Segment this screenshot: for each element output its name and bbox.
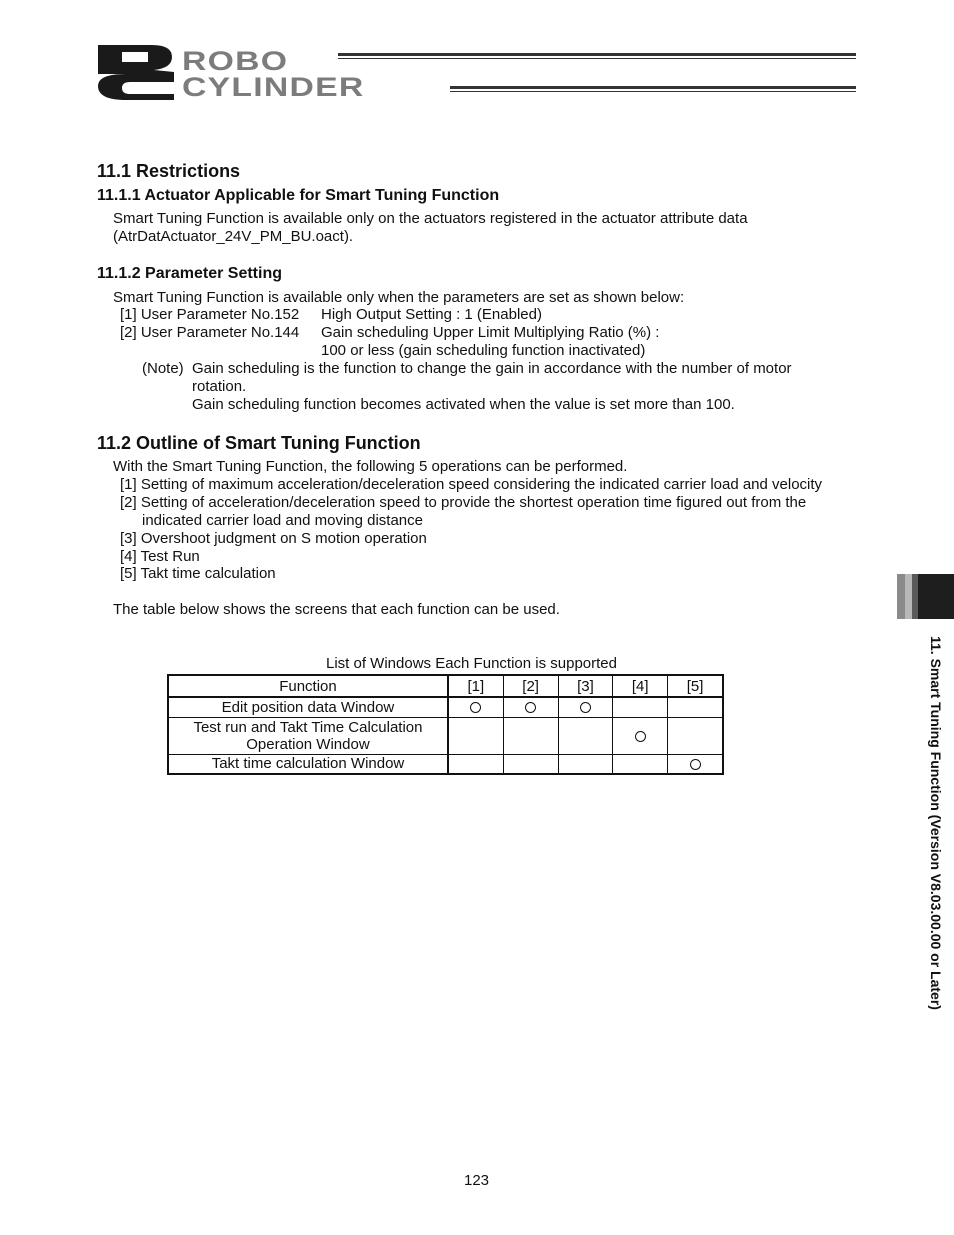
section-11-1-2-intro: Smart Tuning Function is available only when the parameters are set as shown below: [113, 289, 685, 306]
cell-r3-c3 [558, 754, 613, 774]
table-caption: List of Windows Each Function is supported [326, 655, 617, 672]
supported-mark-icon [470, 702, 481, 713]
cell-r3-c4 [613, 754, 668, 774]
section-11-2-intro: With the Smart Tuning Function, the following 5 operations can be performed. [113, 458, 628, 475]
row-test-run-label [168, 717, 448, 754]
header-rule-top-thick [338, 53, 856, 56]
header-op-2: [2] [503, 675, 558, 697]
header-rule-bottom-thin [450, 91, 856, 92]
param-1-value: High Output Setting : 1 (Enabled) [321, 306, 542, 323]
row-takt-time-label: Takt time calculation Window [168, 754, 448, 774]
param-2-name: [2] User Parameter No.144 [120, 324, 300, 341]
header-op-5: [5] [668, 675, 723, 697]
robo-cylinder-logo [96, 42, 856, 102]
cell-r2-c1 [448, 717, 503, 754]
cell-r3-c5 [668, 754, 723, 774]
section-11-1-title: 11.1 Restrictions [97, 161, 241, 181]
supported-mark-icon [690, 759, 701, 770]
cell-r1-c2 [503, 697, 558, 717]
cell-r2-c3 [558, 717, 613, 754]
row-test-run-label-line-2: Operation Window [246, 735, 370, 753]
header-rule-top-thin [338, 58, 856, 59]
header-op-4: [4] [613, 675, 668, 697]
row-edit-position-label: Edit position data Window [168, 697, 448, 717]
cell-r2-c2 [503, 717, 558, 754]
logo-line-robo: ROBO [182, 46, 289, 76]
logo-line-cylinder: CYLINDER [182, 72, 365, 102]
row-test-run-label-line-1: Test run and Takt Time Calculation [193, 718, 423, 736]
table-row [168, 697, 723, 717]
operation-2-line-2: indicated carrier load and moving distance [142, 512, 423, 529]
cell-r1-c5 [668, 697, 723, 717]
chapter-tab-stripe-2 [905, 574, 912, 619]
header-rule-bottom-thick [450, 86, 856, 89]
param-1-name: [1] User Parameter No.152 [120, 306, 300, 323]
table-intro: The table below shows the screens that each function can be used. [113, 601, 560, 618]
section-11-1-2-title: 11.1.2 Parameter Setting [97, 265, 282, 282]
table-row [168, 754, 723, 774]
cell-r1-c3 [558, 697, 613, 717]
chapter-side-label: 11. Smart Tuning Function (Version V8.03.00.00 or Later) [928, 636, 944, 1010]
table-header-row [168, 675, 723, 697]
section-11-2-title: 11.2 Outline of Smart Tuning Function [97, 433, 421, 453]
param-2-value-1: Gain scheduling Upper Limit Multiplying Ratio (%) : [321, 324, 660, 341]
header-op-1: [1] [448, 675, 503, 697]
chapter-tab-block [918, 574, 954, 619]
cell-r3-c1 [448, 754, 503, 774]
supported-mark-icon [635, 731, 646, 742]
note-text-3: Gain scheduling function becomes activated when the value is set more than 100. [192, 396, 735, 413]
operation-1: [1] Setting of maximum acceleration/deceleration speed considering the indicated carrier load and velocity [120, 476, 823, 493]
table-row [168, 717, 723, 754]
param-2-value-2: 100 or less (gain scheduling function inactivated) [321, 342, 646, 359]
operation-2-line-1: [2] Setting of acceleration/deceleration speed to provide the shortest operation time figured out from the [120, 494, 807, 511]
operation-3: [3] Overshoot judgment on S motion operation [120, 530, 427, 547]
operation-5: [5] Takt time calculation [120, 565, 276, 582]
rc-logo-icon [96, 42, 180, 102]
chapter-tab-stripe-1 [897, 574, 905, 619]
cell-r2-c4 [613, 717, 668, 754]
cell-r1-c4 [613, 697, 668, 717]
function-support-table [167, 674, 724, 775]
cell-r3-c2 [503, 754, 558, 774]
supported-mark-icon [580, 702, 591, 713]
cell-r2-c5 [668, 717, 723, 754]
note-label: (Note) [142, 360, 184, 377]
note-text-1: Gain scheduling is the function to change the gain in accordance with the number of motor [192, 360, 792, 377]
header-function: Function [168, 675, 448, 697]
page-number: 123 [464, 1172, 490, 1189]
note-text-2: rotation. [192, 378, 247, 395]
header-op-3: [3] [558, 675, 613, 697]
section-11-1-1-title: 11.1.1 Actuator Applicable for Smart Tuning Function [97, 187, 500, 204]
section-11-1-1-text-2: (AtrDatActuator_24V_PM_BU.oact). [113, 228, 354, 245]
operation-4: [4] Test Run [120, 548, 200, 565]
cell-r1-c1 [448, 697, 503, 717]
section-11-1-1-text-1: Smart Tuning Function is available only on the actuators registered in the actuator attribute data [113, 210, 748, 227]
supported-mark-icon [525, 702, 536, 713]
